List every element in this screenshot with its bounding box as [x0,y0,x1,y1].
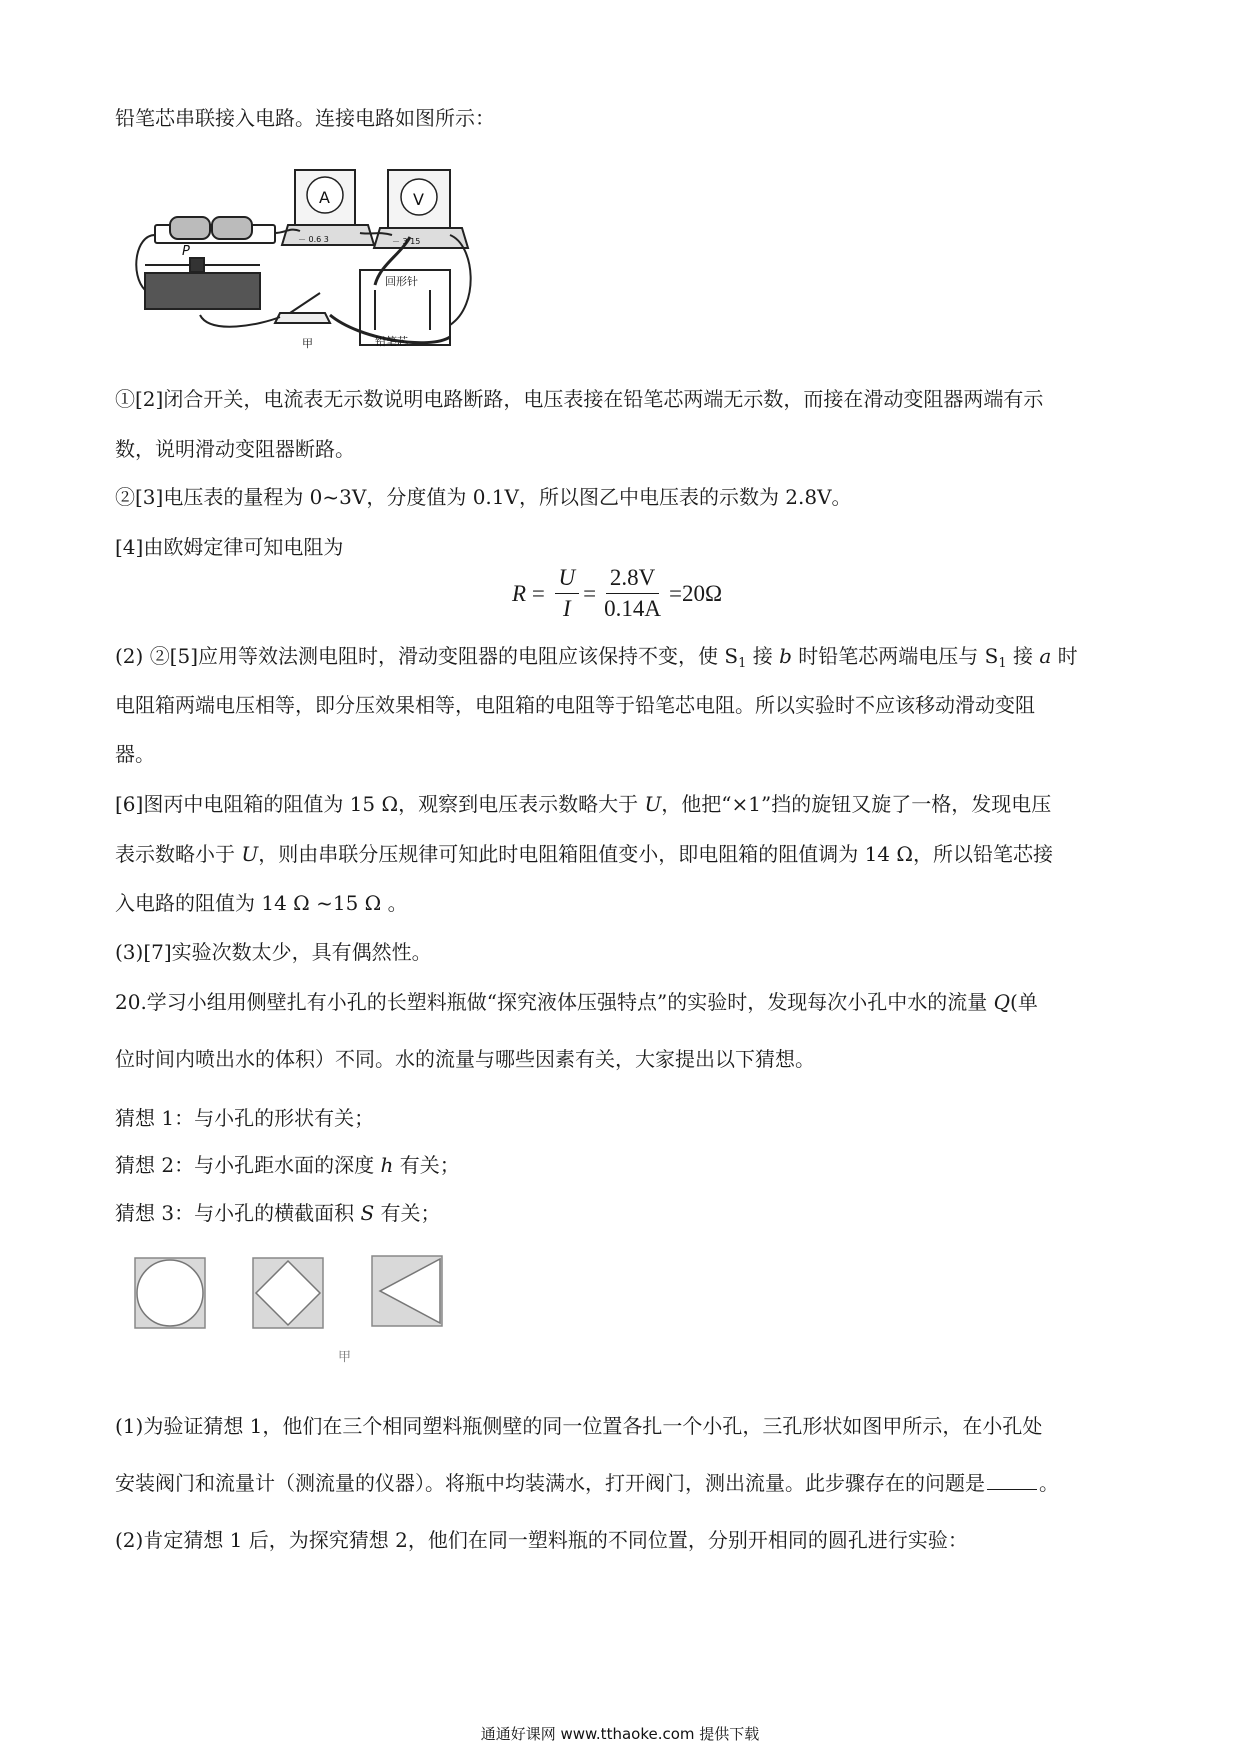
answer-5-line2: 电阻箱两端电压相等，即分压效果相等，电阻箱的电阻等于铅笔芯电阻。所以实验时不应该移动滑动变阻 [115,693,1035,717]
formula-num2: 2.8V [606,565,659,594]
circuit-diagram [130,165,500,365]
guess-2: 猜想 2：与小孔距水面的深度 h 有关； [115,1153,460,1177]
formula-eq1: = [526,580,551,606]
answer-6-line2: 表示数略小于 U，则由串联分压规律可知此时电阻箱阻值变小，即电阻箱的阻值调为 14 Ω，所以铅笔芯接 [115,842,1053,866]
ammeter-label: A [319,188,330,207]
answer-7: (3)[7]实验次数太少，具有偶然性。 [115,940,432,964]
question-20-line1: 20.学习小组用侧壁扎有小孔的长塑料瓶做“探究液体压强特点”的实验时，发现每次小孔中水的流量 Q(单 [115,990,1038,1014]
intro-text: 铅笔芯串联接入电路。连接电路如图所示： [115,106,495,130]
formula-num1: U [555,565,580,594]
question-20-line2: 位时间内喷出水的体积）不同。水的流量与哪些因素有关，大家提出以下猜想。 [115,1047,815,1071]
voltmeter-label: V [413,190,424,209]
answer-2-line2: 数，说明滑动变阻器断路。 [115,437,355,461]
answer-5-line1: (2) ②[5]应用等效法测电阻时，滑动变阻器的电阻应该保持不变，使 $S_1$ 接 b 时铅笔芯两端电压与 $S_1$ 接 a 时 [115,644,1078,671]
slider-label: P [182,244,190,259]
formula-den1: I [563,596,571,621]
ammeter-scale: － 0.6 3 [298,235,329,244]
step-2: (2)肯定猜想 1 后，为探究猜想 2，他们在同一塑料瓶的不同位置，分别开相同的圆孔进行实验： [115,1528,968,1552]
answer-2-line1: ①[2]闭合开关，电流表无示数说明电路断路，电压表接在铅笔芯两端无示数，而接在滑动变阻器两端有示 [115,387,1044,411]
formula-result: =20Ω [669,580,723,606]
answer-3: ②[3]电压表的量程为 0~3V，分度值为 0.1V，所以图乙中电压表的示数为 2.8V。 [115,485,852,509]
step-1-line1: (1)为验证猜想 1，他们在三个相同塑料瓶侧壁的同一位置各扎一个小孔，三孔形状如图甲所示，在小孔处 [115,1414,1043,1438]
voltmeter-scale: － 3 15 [392,237,421,246]
circle-hole [137,1260,203,1326]
answer-6-line3: 入电路的阻值为 14 Ω ~15 Ω 。 [115,891,408,915]
hole-shapes-figure [130,1253,450,1373]
formula-fraction-numeric [600,565,665,622]
formula-lhs: R [512,580,527,606]
answer-blank[interactable] [987,1489,1037,1490]
clip-label: 回形针 [385,275,418,288]
footer-source: 通通好课网 www.tthaoke.com 提供下载 [480,1725,760,1743]
answer-6-line1: [6]图丙中电阻箱的阻值为 15 Ω，观察到电压表示数略大于 U，他把“×1”挡的旋钮又旋了一格，发现电压 [115,792,1052,816]
step-1-line2: 安装阀门和流量计（测流量的仪器）。将瓶中均装满水，打开阀门，测出流量。此步骤存在的问题是 。 [115,1471,1059,1495]
formula-fraction-symbolic [555,565,580,622]
guess-3: 猜想 3：与小孔的横截面积 S 有关； [115,1201,441,1225]
ohm-formula [512,565,722,622]
figure-jia-caption: 甲 [338,1350,352,1365]
answer-4-intro: [4]由欧姆定律可知电阻为 [115,535,344,559]
formula-den2: 0.14A [604,596,662,621]
formula-eq2: = [583,580,597,606]
guess-1: 猜想 1：与小孔的形状有关； [115,1106,375,1130]
answer-5-line3: 器。 [115,742,155,766]
pencil-label: 铅笔芯 [375,335,408,348]
switch-label: 甲 [302,337,313,350]
